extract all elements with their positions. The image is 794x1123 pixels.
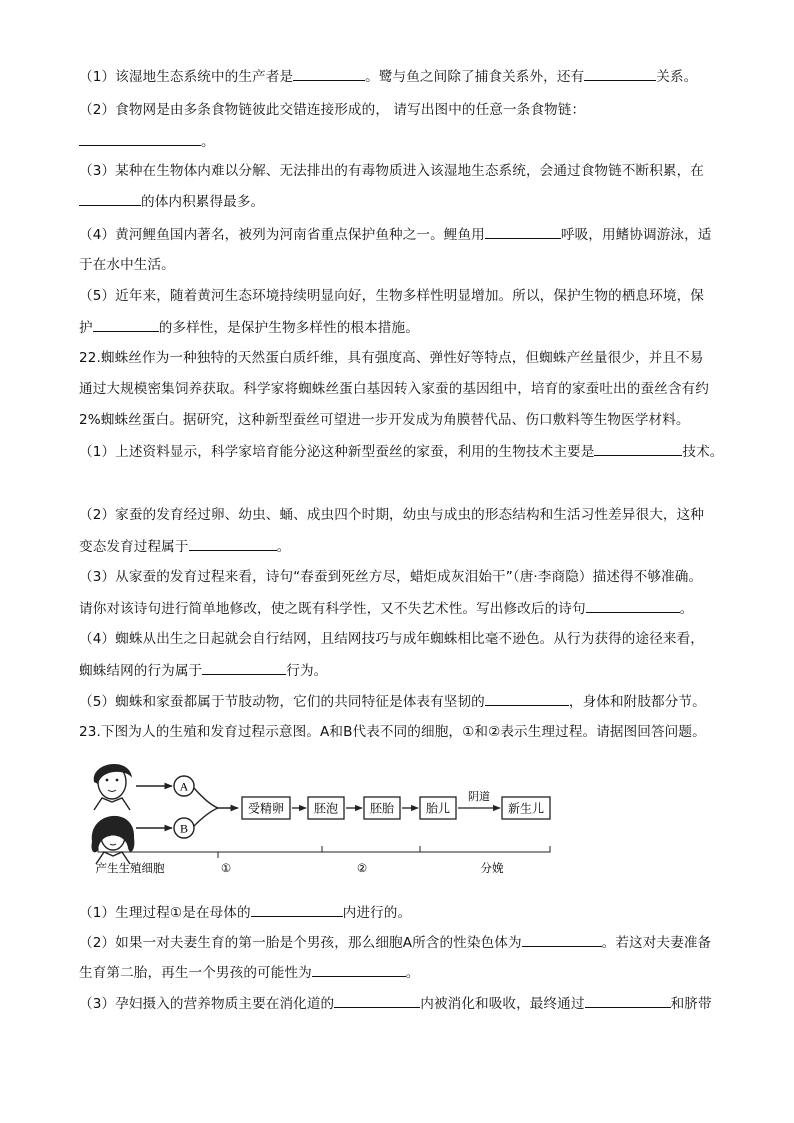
q23-sub2-blank-2[interactable] (312, 962, 406, 977)
q23-sub2-text-c: 生育第二胎，再生一个男孩的可能性为 (79, 965, 312, 981)
q23-sub3-text-b: 内被消化和吸收，最终通过 (420, 996, 585, 1012)
q22-sub2-text-b: 变态发育过程属于 (79, 539, 189, 555)
q21-sub3-text-b: 的体内积累得最多。 (141, 194, 265, 210)
q21-sub4-text-c: 于在水中生活。 (79, 257, 175, 273)
q22-sub2-blank[interactable] (189, 536, 277, 551)
q22-line-6 (79, 629, 704, 649)
q21-sub5-blank[interactable] (93, 317, 159, 332)
q21-line-6 (79, 224, 712, 245)
man-figure-icon (94, 764, 132, 810)
q21-sub5-text-c: 的多样性，是保护生物多样性的根本措施。 (158, 320, 419, 336)
q22-sub4-blank[interactable] (202, 660, 286, 675)
q21-line-9 (79, 317, 419, 338)
q22-sub3-text-a: （3）从家蚕的发育过程来看，诗句“春蚕到死丝方尽，蜡炬成灰泪始干”（唐·李商隐）描述得不够准确。 (79, 569, 703, 585)
q21-sub3-text-a: （3）某种在生物体内难以分解、无法排出的有毒物质进入该湿地生态系统，会通过食物链不断积累，在 (79, 163, 704, 179)
q21-sub4-blank[interactable] (485, 224, 561, 239)
q22-sub4-text-a: （4）蜘蛛从出生之日起就会自行结网，且结网技巧与成年蜘蛛相比毫不逊色。从行为获得的途径来看， (79, 631, 704, 647)
q21-sub5-text-b: 护 (79, 320, 93, 336)
q21-sub2-text-a: （2）食物网是由多条食物链彼此交错连接形成的， 请写出图中的任意一条食物链： (79, 102, 586, 118)
q23-sub2-text-a: （2）如果一对夫妻生育的第一胎是个男孩，那么细胞A所含的性染色体为 (79, 935, 522, 951)
q23-sub2-blank-1[interactable] (522, 932, 602, 947)
q22-sub3-blank[interactable] (586, 598, 680, 613)
q21-line-5 (79, 191, 264, 212)
stage-embryo-label: 胚胎 (369, 801, 395, 816)
q21-sub2-blank[interactable] (79, 131, 201, 146)
q23-sub3-text-a: （3）孕妇摄入的营养物质主要在消化道的 (79, 996, 335, 1012)
q23-sub3-blank-1[interactable] (334, 993, 420, 1008)
q21-sub1-blank-2[interactable] (584, 66, 656, 81)
q21-sub5-text-a: （5）近年来，随着黄河生态环境持续明显向好，生物多样性明显增加。所以，保护生物的栖息环境，保 (79, 288, 704, 304)
stage-zygote-label: 受精卵 (247, 801, 285, 816)
q21-line-3 (79, 131, 215, 152)
q22-intro-line-3 (79, 410, 690, 430)
svg-text:A: A (179, 779, 189, 794)
cell-a (174, 776, 194, 796)
q21-sub1-text-b: 。鹭与鱼之间除了捕食关系外，还有 (365, 69, 585, 85)
q21-sub1-text-a: （1）该湿地生态系统中的生产者是 (79, 69, 294, 85)
bottom-label-process-1: ① (220, 861, 232, 875)
q22-line-7 (79, 660, 327, 681)
q23-sub1-text-b: 内进行的。 (342, 905, 412, 921)
bottom-label-delivery: 分娩 (480, 861, 504, 875)
q23-intro: 23.下图为人的生殖和发育过程示意图。A和B代表不同的细胞，①和②表示生理过程。请据图回答问题。 (79, 724, 706, 740)
q21-sub3-blank[interactable] (79, 191, 141, 206)
q21-sub1-text-c: 关系。 (656, 69, 698, 85)
q22-line-4 (79, 567, 702, 587)
q21-line-7 (79, 255, 175, 275)
q22-sub4-text-b: 蜘蛛结网的行为属于 (79, 663, 203, 679)
stage-newborn-label: 新生儿 (507, 801, 545, 816)
q23-sub3-blank-2[interactable] (585, 993, 671, 1008)
bottom-label-gamete-production: 产生生殖细胞 (95, 861, 165, 875)
stage-fetus-label: 胎儿 (425, 801, 451, 816)
q21-sub1-blank-1[interactable] (293, 66, 365, 81)
q22-sub5-text-a: （5）蜘蛛和家蚕都属于节肢动物，它们的共同特征是体表有坚韧的 (79, 694, 485, 710)
svg-text:B: B (179, 821, 189, 836)
q22-line-2 (79, 505, 704, 525)
q21-line-2 (79, 100, 585, 120)
q22-sub5-blank[interactable] (485, 691, 569, 706)
q22-sub3-text-c: 。 (679, 601, 694, 617)
q22-intro-line-1 (79, 348, 703, 368)
q22-line-5 (79, 598, 693, 619)
q23-line-3 (79, 962, 420, 983)
q21-line-1 (79, 66, 697, 87)
fertilization-merge-lines (194, 788, 218, 826)
woman-figure-icon (91, 816, 134, 864)
reproduction-diagram (90, 752, 560, 882)
q22-line-8 (79, 691, 706, 712)
q23-sub2-text-d: 。 (405, 965, 420, 981)
q23-sub1-text-a: （1）生理过程①是在母体的 (79, 905, 251, 921)
q23-sub2-text-b: 。若这对夫妻准备 (601, 935, 712, 951)
q22-sub1-text-b: 技术。 (682, 444, 724, 460)
q23-line-1 (79, 902, 411, 923)
q22-sub5-text-b: ，身体和附肢都分节。 (568, 694, 706, 710)
q23-line-2 (79, 932, 711, 953)
vagina-arrow-label: 阴道 (468, 790, 490, 803)
bottom-label-process-2: ② (356, 861, 368, 875)
q21-sub4-text-b: 呼吸，用鳍协调游泳，适 (560, 227, 712, 243)
q21-line-8 (79, 286, 704, 306)
q22-sub2-text-c: 。 (276, 539, 291, 555)
q22-intro-line-2 (79, 379, 709, 399)
cell-b (174, 818, 194, 838)
q22-sub3-text-b: 请你对该诗句进行简单地修改，使之既有科学性，又不失艺术性。写出修改后的诗句 (79, 601, 586, 617)
q22-intro-2: 通过大规模密集饲养获取。科学家将蜘蛛丝蛋白基因转入家蚕的基因组中，培育的家蚕吐出的蚕丝含有约 (79, 381, 709, 397)
q23-sub3-text-c: 和脐带 (670, 996, 712, 1012)
q23-line-4 (79, 993, 712, 1014)
q22-line-3 (79, 536, 290, 557)
stage-blastocyst-label: 胚泡 (313, 801, 339, 816)
q22-line-1 (79, 441, 724, 462)
q21-sub4-text-a: （4）黄河鲤鱼国内著名，被列为河南省重点保护鱼种之一。鲤鱼用 (79, 227, 485, 243)
q22-sub1-blank[interactable] (594, 441, 682, 456)
q22-intro-3: 2%蜘蛛丝蛋白。据研究，这种新型蚕丝可望进一步开发成为角膜替代品、伤口敷料等生物医学材料。 (79, 412, 690, 428)
q23-intro-line (79, 722, 706, 742)
q21-sub2-text-b: 。 (201, 134, 215, 150)
q22-sub4-text-c: 行为。 (286, 663, 328, 679)
q22-sub2-text-a: （2）家蚕的发育经过卵、幼虫、蛹、成虫四个时期，幼虫与成虫的形态结构和生活习性差异很大，这种 (79, 507, 704, 523)
q21-line-4 (79, 161, 704, 181)
q23-sub1-blank[interactable] (251, 902, 343, 917)
q22-sub1-text-a: （1）上述资料显示，科学家培育能分泌这种新型蚕丝的家蚕，利用的生物技术主要是 (79, 444, 595, 460)
q22-intro-1: 22.蜘蛛丝作为一种独特的天然蛋白质纤维，具有强度高、弹性好等特点，但蜘蛛产丝量很少，并且不易 (79, 350, 704, 366)
